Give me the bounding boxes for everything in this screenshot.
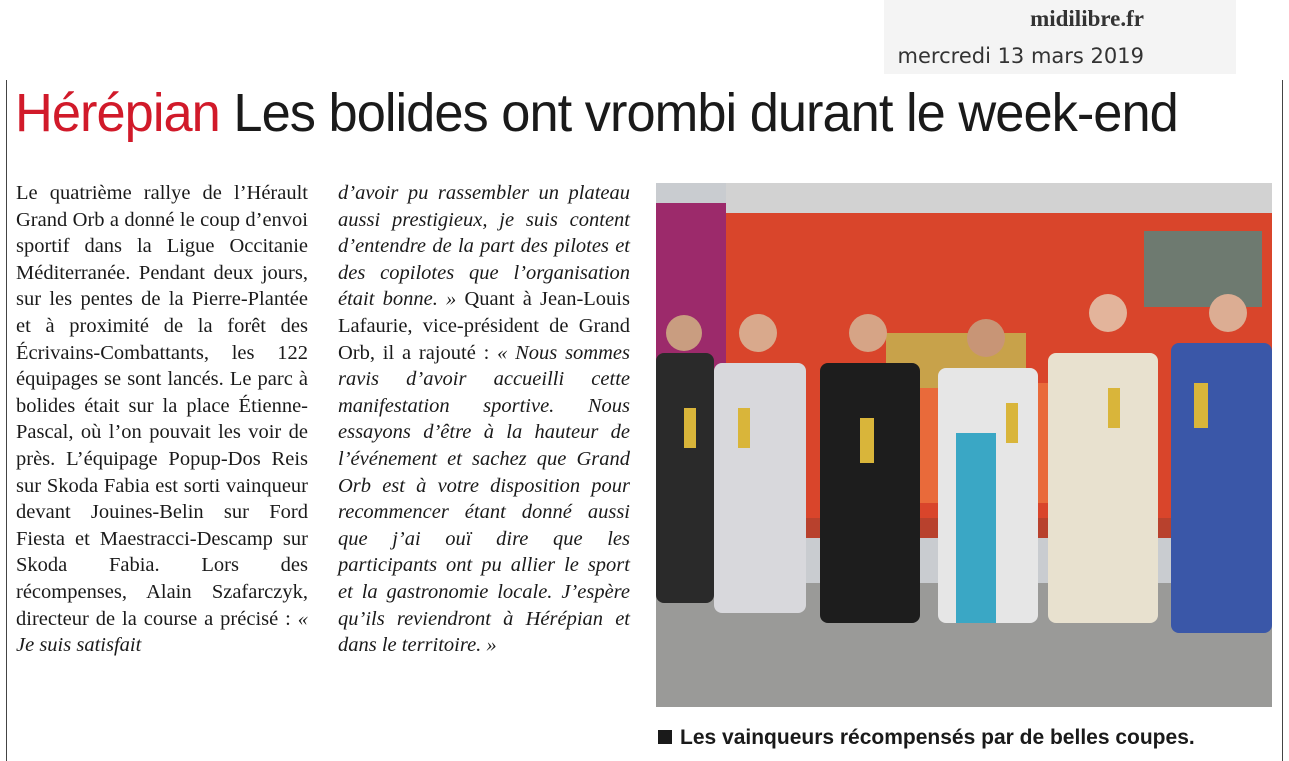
column1-body: Le quatrième rallye de l’Hérault Grand Orb a donné le coup d’envoi sportif dans la Ligue Occitanie Méditerranée. Pendant deux jours, sur les pentes de la Pierre-Plantée et à proximité de la forêt des Écrivains-Combattants, les 122 équipages se sont lancés. Le parc à bolides était sur la place Étienne-Pascal, où l’on pouvait les voir de près. L’équipage Popup-Dos Reis sur Skoda Fabia est sorti vainqueur devant Jouines-Belin sur Ford Fiesta et Maestracci-Descamp sur Skoda Fabia. Lors des récompenses, Alain Szafarczyk, directeur de la course a précisé :: [16, 182, 308, 630]
headline-kicker: Hérépian: [15, 83, 220, 143]
article-photo: [656, 183, 1272, 707]
source-name: midilibre.fr: [1030, 6, 1144, 31]
headline: [15, 82, 1178, 144]
source-box: [884, 0, 1236, 74]
caption-text: Les vainqueurs récompensés par de belles coupes.: [680, 726, 1195, 749]
headline-title: Les bolides ont vrombi durant le week-end: [233, 83, 1178, 143]
caption-square-icon: [658, 730, 672, 744]
column2-body: Quant à Jean-Louis Lafaurie, vice-président de Grand Orb, il a rajouté :: [338, 288, 630, 364]
photo-caption: [658, 726, 1195, 750]
article-column-1: [16, 180, 308, 659]
frame-left-rule: [6, 80, 7, 761]
column2-quote-2: « Nous sommes ravis d’avoir accueilli cette manifestation sportive. Nous essayons d’être à la hauteur de l’événement et sachez que Grand Orb est à votre disposition pour recommencer étant donné aussi que j’ai ouï dire que les participants ont pu allier le sport et la gastronomie locale. J’espère qu’ils reviendront à Hérépian et dans le territoire. »: [338, 341, 630, 657]
frame-right-rule: [1282, 80, 1283, 761]
article-column-2: [338, 180, 630, 659]
column2-quote-1: d’avoir pu rassembler un plateau aussi prestigieux, je suis content d’entendre de la part des pilotes et des copilotes que l’organisation était bonne. »: [338, 182, 630, 311]
publication-date: mercredi 13 mars 2019: [897, 44, 1144, 68]
column1-quote-start: « Je suis satisfait: [16, 607, 308, 657]
page-header: [0, 0, 1289, 80]
